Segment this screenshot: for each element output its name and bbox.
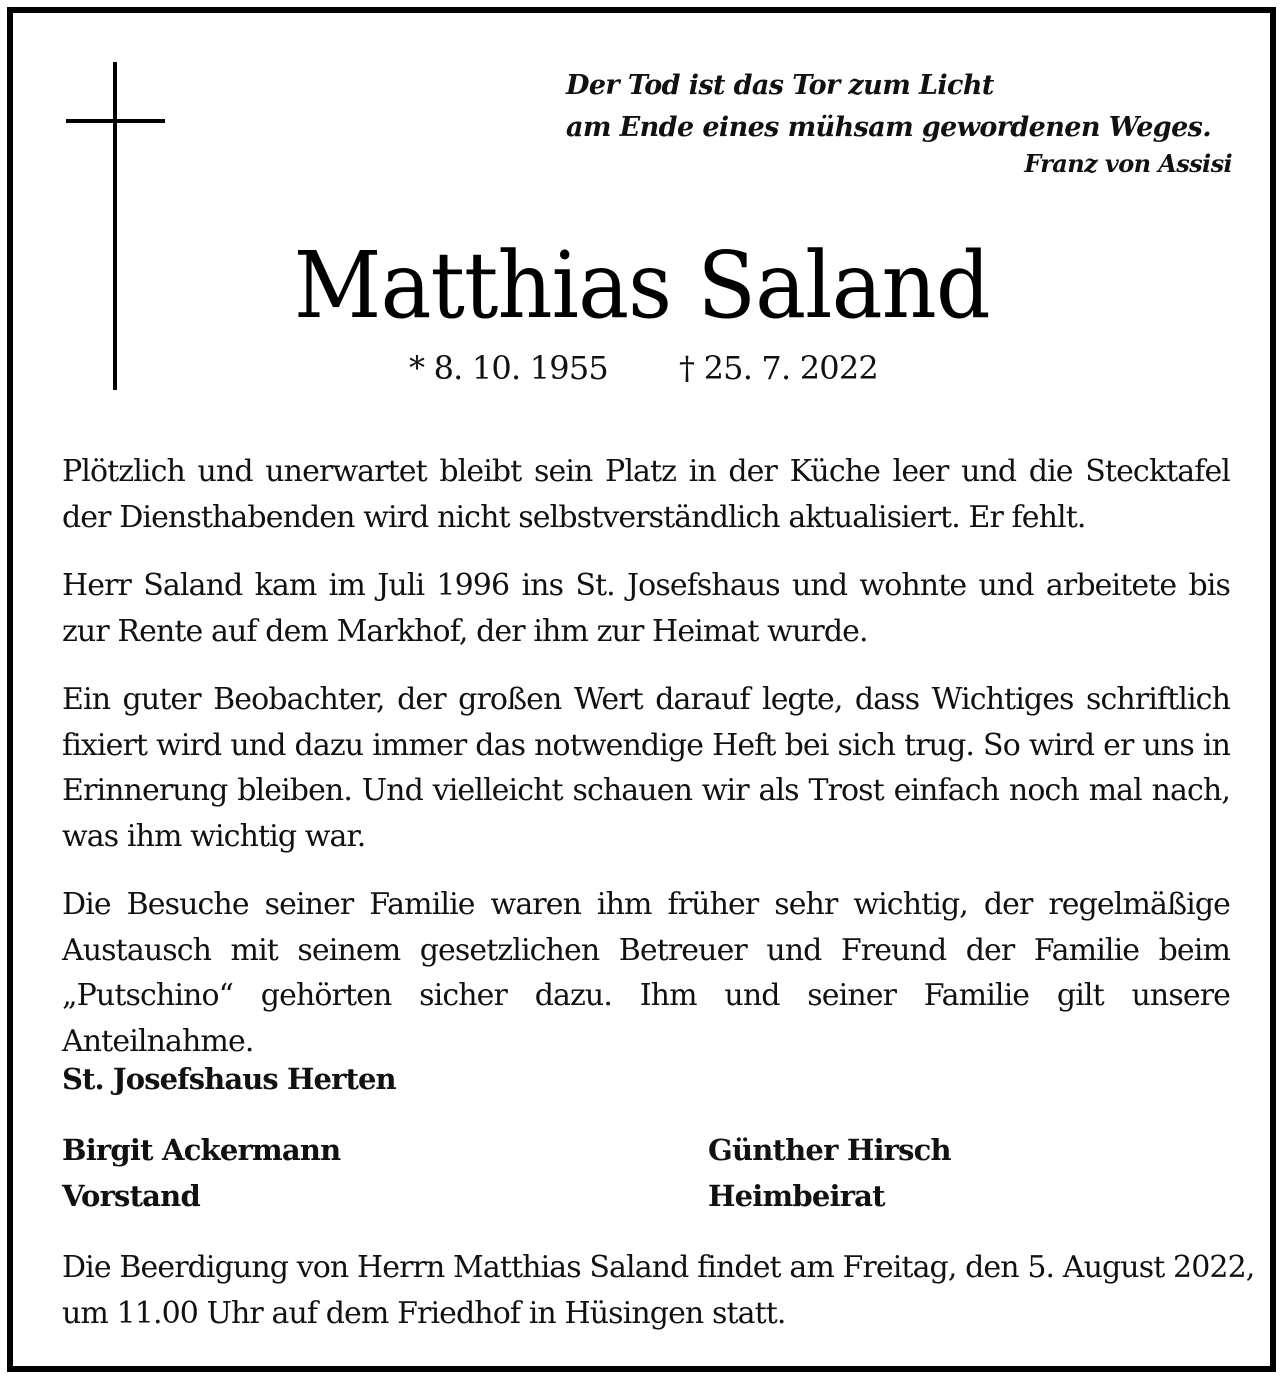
funeral-line-1: Die Beerdigung von Herrn Matthias Saland findet am Freitag, den 5. August 2022,	[62, 1250, 1255, 1285]
life-dates	[13, 346, 1270, 390]
paragraph: Plötzlich und unerwartet bleibt sein Platz in der Küche leer und die Stecktafel der Diensthabenden wird nicht selbstverständlich aktualisiert. Er fehlt.	[62, 454, 1230, 535]
paragraph: Herr Saland kam im Juli 1996 ins St. Josefshaus und wohnte und arbeitete bis zur Rente auf dem Markhof, der ihm zur Heimat wurde.	[62, 568, 1230, 649]
signatory-left	[62, 1127, 340, 1219]
signatory-role: Heimbeirat	[708, 1179, 885, 1213]
obituary-body	[62, 449, 1230, 1064]
death-date: † 25. 7. 2022	[679, 349, 878, 387]
obituary-notice	[7, 7, 1276, 1372]
funeral-line-2: um 11.00 Uhr auf dem Friedhof in Hüsingen statt.	[62, 1296, 786, 1331]
signatory-name: Günther Hirsch	[708, 1133, 951, 1167]
signatory-right	[708, 1127, 951, 1219]
paragraph: Ein guter Beobachter, der großen Wert darauf legte, dass Wichtiges schriftlich fixiert wird und dazu immer das notwendige Heft bei sich trug. So wird er uns in Erinnerung bleiben. Und vielleicht schauen wir als Trost einfach noch mal nach, was ihm wichtig war.	[62, 682, 1230, 854]
paragraph: Die Besuche seiner Familie waren ihm früher sehr wichtig, der regelmäßige Austausch mit seinem gesetzlichen Betreuer und Freund der Familie beim „Putschino“ gehörten sicher dazu. Ihm und seiner Familie gilt unsere Anteilnahme.	[62, 887, 1230, 1059]
quote-author: Franz von Assisi	[1024, 149, 1232, 178]
birth-date: * 8. 10. 1955	[409, 349, 608, 387]
funeral-announcement	[62, 1245, 1255, 1337]
quote-line-2: am Ende eines mühsam gewordenen Weges.	[566, 112, 1212, 143]
memorial-quote	[566, 65, 1232, 181]
signatory-role: Vorstand	[62, 1179, 200, 1213]
organization-name: St. Josefshaus Herten	[62, 1062, 396, 1096]
deceased-name: Matthias Saland	[293, 232, 990, 339]
cross-horizontal-bar	[66, 119, 165, 123]
signatory-name: Birgit Ackermann	[62, 1133, 341, 1167]
quote-line-1: Der Tod ist das Tor zum Licht	[566, 70, 994, 101]
